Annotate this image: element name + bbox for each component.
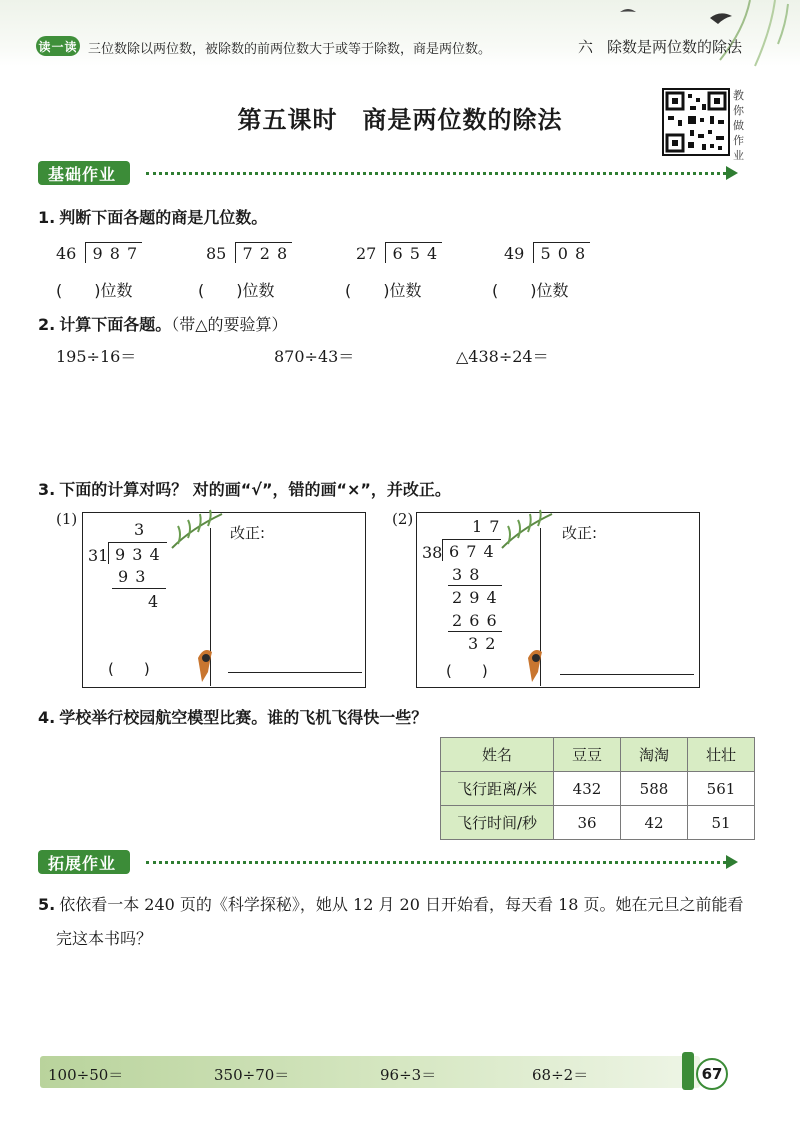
header-tip: 三位数除以两位数，被除数的前两位数大于或等于除数，商是两位数。 — [88, 42, 492, 57]
chapter-title: 除数是两位数的除法 — [607, 38, 743, 56]
q3-p2-rule-1 — [448, 585, 502, 586]
q3-p2-answer-line[interactable] — [560, 674, 694, 675]
q1-divisor: 49 — [504, 244, 525, 263]
question-4 — [38, 705, 427, 728]
table-cell: 36 — [554, 806, 621, 840]
q1-answer-blank-3[interactable]: ( )位数 — [345, 281, 422, 300]
q1-dividend: 9 8 7 — [85, 242, 142, 263]
q1-divisor: 85 — [206, 244, 227, 263]
question-5 — [38, 892, 744, 915]
question-2-text: 计算下面各题。 — [59, 315, 172, 334]
q3-p2-divisor: 38 — [422, 543, 443, 562]
table-row — [441, 806, 755, 840]
table-cell: 42 — [621, 806, 688, 840]
q3-p1-step-2: 4 — [148, 592, 159, 611]
q3-p2-judge-blank[interactable]: ( ) — [446, 662, 488, 680]
q1-divisor: 27 — [356, 244, 377, 263]
table-cell: 51 — [688, 806, 755, 840]
bird-decoration-icon — [600, 0, 800, 70]
q3-p1-quotient: 3 — [134, 520, 145, 539]
q3-p2-quotient: 1 7 — [472, 517, 501, 536]
q1-division-1 — [56, 242, 142, 263]
q1-dividend: 5 0 8 — [533, 242, 590, 263]
q1-answer-blank-4[interactable]: ( )位数 — [492, 281, 569, 300]
q1-dividend: 7 2 8 — [235, 242, 292, 263]
table-header-cell: 淘淘 — [621, 738, 688, 772]
question-1-number: 1. — [38, 208, 56, 227]
willow-bird-illustration-icon — [168, 508, 228, 698]
q3-p1-rule — [112, 588, 166, 589]
question-5-text-line-1: 依依看一本 240 页的《科学探秘》，她从 12 月 20 日开始看，每天看 18 页。她在元旦之前能看 — [59, 895, 744, 914]
question-3-text: 下面的计算对吗？ 对的画“√”，错的画“×”，并改正。 — [59, 480, 451, 499]
table-row-label: 飞行时间/秒 — [441, 806, 554, 840]
q3-p1-divisor: 31 — [88, 546, 109, 565]
table-row-label: 飞行距离/米 — [441, 772, 554, 806]
q3-p1-judge-blank[interactable]: ( ) — [108, 660, 150, 678]
question-2-note: （带△的要验算） — [171, 315, 288, 334]
oral-practice-bar — [40, 1056, 700, 1088]
oral-item-2: 350÷70＝ — [214, 1066, 290, 1084]
q2-expression-1: 195÷16＝ — [56, 347, 137, 366]
q2-expression-2: 870÷43＝ — [274, 347, 355, 366]
q1-division-2 — [206, 242, 292, 263]
table-cell: 588 — [621, 772, 688, 806]
q3-p1-dividend: 9 3 4 — [108, 542, 167, 564]
question-5-number: 5. — [38, 895, 56, 914]
q1-division-4 — [504, 242, 590, 263]
question-1-text: 判断下面各题的商是几位数。 — [59, 208, 268, 227]
question-5-text-line-2: 完这本书吗？ — [56, 929, 153, 948]
question-2 — [38, 312, 288, 335]
section-extend-tag: 拓展作业 — [38, 850, 130, 874]
q3-p2-step-4: 3 2 — [468, 634, 497, 653]
willow-bird-illustration-icon — [498, 508, 558, 698]
page-title: 第五课时 商是两位数的除法 — [237, 106, 563, 134]
q3-p1-step-1: 9 3 — [118, 567, 147, 586]
read-badge: 读一读 — [36, 36, 80, 56]
table-header-cell: 豆豆 — [554, 738, 621, 772]
table-header-cell: 壮壮 — [688, 738, 755, 772]
q1-dividend: 6 5 4 — [385, 242, 442, 263]
q1-divisor: 46 — [56, 244, 77, 263]
section-arrow-icon — [726, 855, 738, 869]
question-4-number: 4. — [38, 708, 56, 727]
table-cell: 432 — [554, 772, 621, 806]
oral-item-4: 68÷2＝ — [532, 1066, 589, 1084]
q1-answer-blank-2[interactable]: ( )位数 — [198, 281, 275, 300]
oral-item-1: 100÷50＝ — [48, 1066, 124, 1084]
table-row — [441, 738, 755, 772]
qr-caption: 教你做作业 — [733, 89, 744, 162]
page-tab — [682, 1052, 694, 1090]
q3-p2-step-3: 2 6 6 — [452, 611, 498, 630]
question-3-number: 3. — [38, 480, 56, 499]
table-row — [441, 772, 755, 806]
question-3 — [38, 477, 451, 500]
q3-problem-2-label: (2) — [392, 510, 414, 528]
q3-p2-step-1: 3 8 — [452, 565, 481, 584]
flight-data-table — [440, 737, 755, 840]
q3-p2-step-2: 2 9 4 — [452, 588, 498, 607]
question-2-number: 2. — [38, 315, 56, 334]
q3-p1-answer-line[interactable] — [228, 672, 362, 673]
section-arrow-icon — [726, 166, 738, 180]
section-basic-tag: 基础作业 — [38, 161, 130, 185]
chapter-heading — [578, 36, 742, 57]
section-basic-dotted-line — [146, 172, 726, 175]
q1-answer-blank-1[interactable]: ( )位数 — [56, 281, 133, 300]
qr-code-icon — [662, 88, 730, 156]
section-extend-dotted-line — [146, 861, 726, 864]
q1-division-3 — [356, 242, 442, 263]
table-header-cell: 姓名 — [441, 738, 554, 772]
q3-p2-dividend: 6 7 4 — [442, 539, 501, 561]
question-1 — [38, 205, 267, 228]
table-cell: 561 — [688, 772, 755, 806]
page-number: 67 — [696, 1058, 728, 1090]
oral-item-3: 96÷3＝ — [380, 1066, 437, 1084]
q3-problem-1-label: (1) — [56, 510, 78, 528]
chapter-number: 六 — [578, 38, 594, 56]
q3-p1-correct-label: 改正: — [230, 524, 266, 542]
question-4-text: 学校举行校园航空模型比赛。谁的飞机飞得快一些？ — [59, 708, 428, 727]
q2-expression-3: △438÷24＝ — [456, 347, 549, 366]
q3-p2-correct-label: 改正: — [562, 524, 598, 542]
q3-p2-rule-2 — [448, 631, 502, 632]
